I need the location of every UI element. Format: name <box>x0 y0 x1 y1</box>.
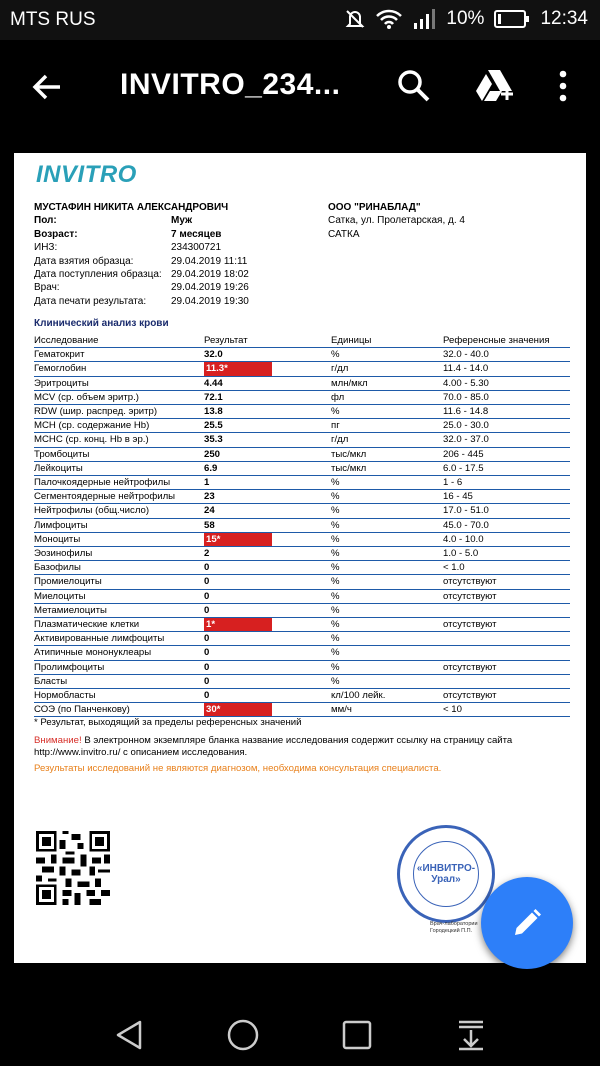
table-row <box>34 461 570 475</box>
wifi-icon <box>376 8 402 30</box>
test-name: Эозинофилы <box>34 547 204 561</box>
search-icon[interactable] <box>396 68 432 104</box>
test-reference: 4.00 - 5.30 <box>443 376 570 390</box>
test-reference: 32.0 - 40.0 <box>443 348 570 362</box>
lab-address: Сатка, ул. Пролетарская, д. 4 <box>328 215 465 227</box>
test-result: 0 <box>204 632 331 646</box>
test-unit: % <box>331 547 443 561</box>
test-unit: г/дл <box>331 362 443 376</box>
test-unit: % <box>331 348 443 362</box>
results-table <box>34 334 570 717</box>
table-row <box>34 490 570 504</box>
test-name: Лейкоциты <box>34 461 204 475</box>
test-reference: 206 - 445 <box>443 447 570 461</box>
nav-home-icon[interactable] <box>226 1018 260 1052</box>
table-row <box>34 518 570 532</box>
disclaimer: Результаты исследований не являются диагнозом, необходима консультация специалиста. <box>34 763 442 774</box>
table-row <box>34 674 570 688</box>
test-reference <box>443 603 570 617</box>
test-reference: 70.0 - 85.0 <box>443 390 570 404</box>
test-result: 24 <box>204 504 331 518</box>
test-name: Нейтрофилы (общ.число) <box>34 504 204 518</box>
patient-info-row <box>34 255 331 268</box>
patient-info-value: 29.04.2019 19:26 <box>171 282 249 294</box>
drive-add-icon[interactable] <box>474 68 514 104</box>
table-row <box>34 476 570 490</box>
test-reference: 17.0 - 51.0 <box>443 504 570 518</box>
test-name: Бласты <box>34 674 204 688</box>
test-unit: % <box>331 504 443 518</box>
test-result: 35.3 <box>204 433 331 447</box>
table-row <box>34 589 570 603</box>
test-unit: % <box>331 674 443 688</box>
test-result: 0 <box>204 674 331 688</box>
test-name: Лимфоциты <box>34 518 204 532</box>
test-name: Атипичные мононуклеары <box>34 646 204 660</box>
signal-icon <box>412 8 436 30</box>
nav-notifications-icon[interactable] <box>454 1018 488 1052</box>
stamp-text: «ИНВИТРО-Урал» <box>416 863 476 885</box>
table-header <box>34 334 570 348</box>
attention-word: Внимание! <box>34 735 82 746</box>
patient-info-row <box>34 241 331 254</box>
patient-info <box>34 201 331 308</box>
test-name: Гемоглобин <box>34 362 204 376</box>
test-unit: тыс/мкл <box>331 461 443 475</box>
header-test: Исследование <box>34 334 204 348</box>
nav-recents-icon[interactable] <box>340 1018 374 1052</box>
test-name: СОЭ (по Панченкову) <box>34 703 204 717</box>
abnormal-result-flag: 30* <box>204 703 272 716</box>
app-bar <box>0 40 600 136</box>
qr-code-icon <box>36 831 110 905</box>
battery-icon <box>494 9 530 29</box>
patient-info-key: ИНЗ: <box>34 242 58 254</box>
test-unit: % <box>331 476 443 490</box>
test-name: Плазматические клетки <box>34 618 204 632</box>
test-result: 0 <box>204 646 331 660</box>
patient-info-row <box>34 281 331 294</box>
pencil-icon <box>511 907 543 939</box>
test-reference: отсутствуют <box>443 589 570 603</box>
nav-back-icon[interactable] <box>112 1018 146 1052</box>
test-name: Сегментоядерные нейтрофилы <box>34 490 204 504</box>
navigation-bar <box>0 1000 600 1066</box>
table-row <box>34 405 570 419</box>
test-name: Тромбоциты <box>34 447 204 461</box>
test-result: 6.9 <box>204 461 331 475</box>
lab-name: ООО "РИНАБЛАД" <box>328 202 421 213</box>
doctor-title: Врач-лаборатории <box>430 921 478 927</box>
lab-stamp <box>397 825 495 923</box>
test-result <box>204 362 331 376</box>
carrier-name: MTS RUS <box>10 9 96 30</box>
test-unit: фл <box>331 390 443 404</box>
patient-info-value: 29.04.2019 18:02 <box>171 269 249 281</box>
doctor-signature-block <box>430 921 478 935</box>
test-reference: 4.0 - 10.0 <box>443 532 570 546</box>
test-unit: г/дл <box>331 433 443 447</box>
test-result: 23 <box>204 490 331 504</box>
test-result: 0 <box>204 660 331 674</box>
table-row <box>34 547 570 561</box>
patient-info-row <box>34 268 331 281</box>
test-unit: млн/мкл <box>331 376 443 390</box>
invitro-logo: INVITRO <box>36 161 137 188</box>
test-unit: пг <box>331 419 443 433</box>
test-unit: % <box>331 518 443 532</box>
back-arrow-icon[interactable] <box>30 70 64 104</box>
test-result: 58 <box>204 518 331 532</box>
test-name: Палочкоядерные нейтрофилы <box>34 476 204 490</box>
test-name: Базофилы <box>34 561 204 575</box>
header-result: Результат <box>204 334 331 348</box>
test-reference <box>443 632 570 646</box>
test-result: 4.44 <box>204 376 331 390</box>
test-name: Промиелоциты <box>34 575 204 589</box>
test-result <box>204 703 331 717</box>
test-result: 0 <box>204 589 331 603</box>
file-title: INVITRO_234... <box>120 68 341 101</box>
test-unit: % <box>331 632 443 646</box>
test-result: 13.8 <box>204 405 331 419</box>
test-reference: 11.6 - 14.8 <box>443 405 570 419</box>
test-reference: < 1.0 <box>443 561 570 575</box>
patient-name: МУСТАФИН НИКИТА АЛЕКСАНДРОВИЧ <box>34 202 229 213</box>
test-name: Пролимфоциты <box>34 660 204 674</box>
lab-city: САТКА <box>328 228 360 240</box>
doctor-name: Городецкий П.П. <box>430 928 473 934</box>
test-reference: отсутствуют <box>443 689 570 703</box>
test-unit: % <box>331 589 443 603</box>
patient-info-value: 29.04.2019 19:30 <box>171 295 249 307</box>
header-reference: Референсные значения <box>443 334 570 348</box>
test-result: 72.1 <box>204 390 331 404</box>
table-row <box>34 348 570 362</box>
test-reference <box>443 646 570 660</box>
test-unit: % <box>331 646 443 660</box>
test-reference: 11.4 - 14.0 <box>443 362 570 376</box>
patient-info-key: Дата поступления образца: <box>34 269 162 281</box>
document-page <box>14 153 586 963</box>
table-row <box>34 504 570 518</box>
patient-info-key: Дата взятия образца: <box>34 255 134 267</box>
test-result: 0 <box>204 689 331 703</box>
abnormal-result-flag: 1* <box>204 618 272 631</box>
status-bar <box>0 0 600 40</box>
section-title: Клинический анализ крови <box>34 318 169 329</box>
table-row <box>34 660 570 674</box>
test-unit: % <box>331 532 443 546</box>
test-reference: 1.0 - 5.0 <box>443 547 570 561</box>
table-row <box>34 561 570 575</box>
test-result: 250 <box>204 447 331 461</box>
footnote: * Результат, выходящий за пределы референсных значений <box>34 717 302 728</box>
patient-info-row <box>34 228 331 241</box>
test-unit: % <box>331 660 443 674</box>
table-row <box>34 376 570 390</box>
abnormal-result-flag: 15* <box>204 533 272 546</box>
test-reference: отсутствуют <box>443 660 570 674</box>
table-row <box>34 362 570 376</box>
patient-info-key: Дата печати результата: <box>34 295 147 307</box>
test-unit: мм/ч <box>331 703 443 717</box>
abnormal-result-flag: 11.3* <box>204 362 272 375</box>
invitro-link[interactable]: http://www.invitro.ru/ с описанием исследования. <box>34 747 248 758</box>
table-row <box>34 575 570 589</box>
test-name: МСНС (ср. конц. Hb в эр.) <box>34 433 204 447</box>
test-reference: 1 - 6 <box>443 476 570 490</box>
more-options-icon[interactable] <box>548 68 578 104</box>
test-name: Активированные лимфоциты <box>34 632 204 646</box>
test-unit: % <box>331 561 443 575</box>
patient-info-value: 7 месяцев <box>171 228 222 240</box>
patient-info-row <box>34 214 331 227</box>
test-result: 0 <box>204 603 331 617</box>
header-units: Единицы <box>331 334 443 348</box>
test-name: MCH (ср. содержание Hb) <box>34 419 204 433</box>
test-reference: < 10 <box>443 703 570 717</box>
test-name: Миелоциты <box>34 589 204 603</box>
test-reference: 45.0 - 70.0 <box>443 518 570 532</box>
patient-info-key: Врач: <box>34 282 60 294</box>
lab-info <box>328 201 465 241</box>
table-row <box>34 447 570 461</box>
test-name: MCV (ср. объем эритр.) <box>34 390 204 404</box>
test-reference: 32.0 - 37.0 <box>443 433 570 447</box>
table-row <box>34 603 570 617</box>
patient-info-key: Возраст: <box>34 228 78 240</box>
clock: 12:34 <box>540 8 588 29</box>
attention-text: В электронном экземпляре бланка название исследования содержит ссылку на страницу сайта <box>81 735 513 746</box>
table-row <box>34 419 570 433</box>
patient-info-key: Пол: <box>34 215 57 227</box>
test-reference: отсутствуют <box>443 575 570 589</box>
test-unit: % <box>331 618 443 632</box>
test-unit: кл/100 лейк. <box>331 689 443 703</box>
patient-info-value: 234300721 <box>171 242 222 254</box>
test-name: Эритроциты <box>34 376 204 390</box>
test-result: 0 <box>204 561 331 575</box>
patient-info-row <box>34 295 331 308</box>
test-unit: тыс/мкл <box>331 447 443 461</box>
test-reference: 25.0 - 30.0 <box>443 419 570 433</box>
test-name: Метамиелоциты <box>34 603 204 617</box>
table-row <box>34 390 570 404</box>
table-row <box>34 703 570 717</box>
test-result: 0 <box>204 575 331 589</box>
table-row <box>34 532 570 546</box>
attention-note <box>34 735 512 759</box>
table-row <box>34 646 570 660</box>
test-unit: % <box>331 575 443 589</box>
test-name: Нормобласты <box>34 689 204 703</box>
test-unit: % <box>331 490 443 504</box>
test-result: 2 <box>204 547 331 561</box>
table-row <box>34 618 570 632</box>
test-reference <box>443 674 570 688</box>
test-name: RDW (шир. распред. эритр) <box>34 405 204 419</box>
test-unit: % <box>331 603 443 617</box>
test-reference: 16 - 45 <box>443 490 570 504</box>
test-result <box>204 532 331 546</box>
test-result: 25.5 <box>204 419 331 433</box>
test-result: 1 <box>204 476 331 490</box>
test-reference: отсутствуют <box>443 618 570 632</box>
edit-button[interactable] <box>481 877 573 969</box>
test-unit: % <box>331 405 443 419</box>
table-row <box>34 689 570 703</box>
mute-icon <box>344 8 366 30</box>
test-reference: 6.0 - 17.5 <box>443 461 570 475</box>
test-result <box>204 618 331 632</box>
patient-info-value: 29.04.2019 11:11 <box>171 255 248 267</box>
test-result: 32.0 <box>204 348 331 362</box>
test-name: Моноциты <box>34 532 204 546</box>
patient-info-value: Муж <box>171 215 193 227</box>
table-row <box>34 433 570 447</box>
battery-percent: 10% <box>446 8 485 29</box>
table-row <box>34 632 570 646</box>
test-name: Гематокрит <box>34 348 204 362</box>
